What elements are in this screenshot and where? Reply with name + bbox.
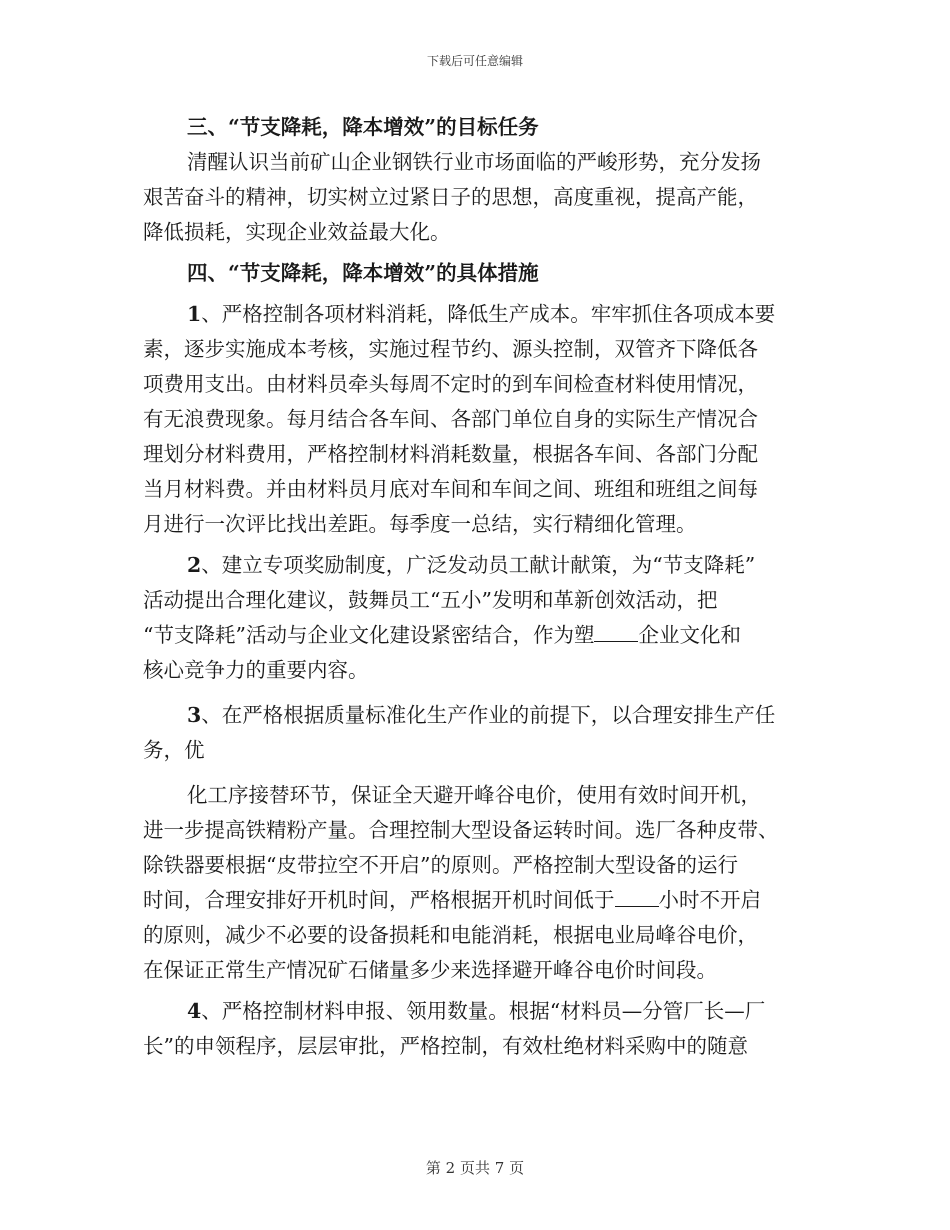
paragraph-3-line-with-blank [143,883,808,918]
paragraph-3-line: 的原则，减少不必要的设备损耗和电能消耗，根据电业局峰谷电价， [143,923,758,947]
paragraph-3-first-line [143,698,808,733]
paragraph-3-line: 在保证正常生产情况矿石储量多少来选择避开峰谷电价时间段。 [143,958,717,982]
section-3-line-1: 清醒认识当前矿山企业钢铁行业市场面临的严峻形势，充分发扬 [187,150,761,174]
section-3-line-2: 艰苦奋斗的精神，切实树立过紧日子的思想，高度重视，提高产能， [143,185,758,209]
paragraph-1-first-line [143,297,808,332]
paragraph-1-line: 有无浪费现象。每月结合各车间、各部门单位自身的实际生产情况合 [143,407,758,431]
paragraph-2-text-before-blank: “节支降耗”活动与企业文化建设紧密结合，作为塑 [143,623,595,647]
paragraph-2-line-with-blank [143,618,808,653]
document-body [143,110,808,1064]
paragraph-4-line: 长”的申领程序，层层审批，严格控制，有效杜绝材料采购中的随意 [143,1034,748,1058]
paragraph-2-text: 、建立专项奖励制度，广泛发动员工献计献策，为“节支降耗” [201,553,756,577]
paragraph-1-text: 、严格控制各项材料消耗，降低生产成本。牢牢抓住各项成本要 [201,302,776,326]
paragraph-1-line: 月进行一次评比找出差距。每季度一总结，实行精细化管理。 [143,512,697,536]
paragraph-4-text: 、严格控制材料申报、领用数量。根据“材料员—分管厂长—厂 [201,999,766,1023]
paragraph-3-text-after-blank: 小时不开启 [658,888,761,912]
paragraph-3-line: 务，优 [143,738,205,762]
section-4-title: 四、“节支降耗，降本增效”的具体措施 [187,261,539,285]
paragraph-3-text: 、在严格根据质量标准化生产作业的前提下，以合理安排生产任 [201,703,776,727]
paragraph-3-number: 3 [187,703,202,727]
paragraph-2-text-after-blank: 企业文化和 [638,623,741,647]
paragraph-2-number: 2 [187,553,202,577]
page-header: 下载后可任意编辑 [426,54,523,68]
paragraph-3-line: 进一步提高铁精粉产量。合理控制大型设备运转时间。选厂各种皮带、 [143,818,779,842]
paragraph-1-number: 1 [187,302,202,326]
paragraph-3-text-before-blank: 时间，合理安排好开机时间，严格根据开机时间低于 [143,888,615,912]
paragraph-1-line: 当月材料费。并由材料员月底对车间和车间之间、班组和班组之间每 [143,477,758,501]
paragraph-1-line: 素，逐步实施成本考核，实施过程节约、源头控制，双管齐下降低各 [143,337,758,361]
paragraph-1-line: 项费用支出。由材料员牵头每周不定时的到车间检查材料使用情况， [143,372,758,396]
page-footer: 第 2 页共 7 页 [425,1159,525,1177]
section-3-line-3: 降低损耗，实现企业效益最大化。 [143,220,451,244]
paragraph-4-number: 4 [187,999,202,1023]
paragraph-2-line: 核心竞争力的重要内容。 [143,658,369,682]
paragraph-3-continuation-first-line: 化工序接替环节，保证全天避开峰谷电价，使用有效时间开机， [187,783,761,807]
fill-in-blank [594,623,638,642]
paragraph-2-first-line [143,548,808,583]
section-3-title: 三、“节支降耗，降本增效”的目标任务 [187,115,539,139]
paragraph-3-line: 除铁器要根据“皮带拉空不开启”的原则。严格控制大型设备的运行 [143,853,738,877]
paragraph-1-line: 理划分材料费用，严格控制材料消耗数量，根据各车间、各部门分配 [143,442,758,466]
paragraph-2-line: 活动提出合理化建议，鼓舞员工“五小”发明和革新创效活动，把 [143,588,718,612]
fill-in-blank [615,888,659,907]
paragraph-4-first-line [143,994,808,1029]
